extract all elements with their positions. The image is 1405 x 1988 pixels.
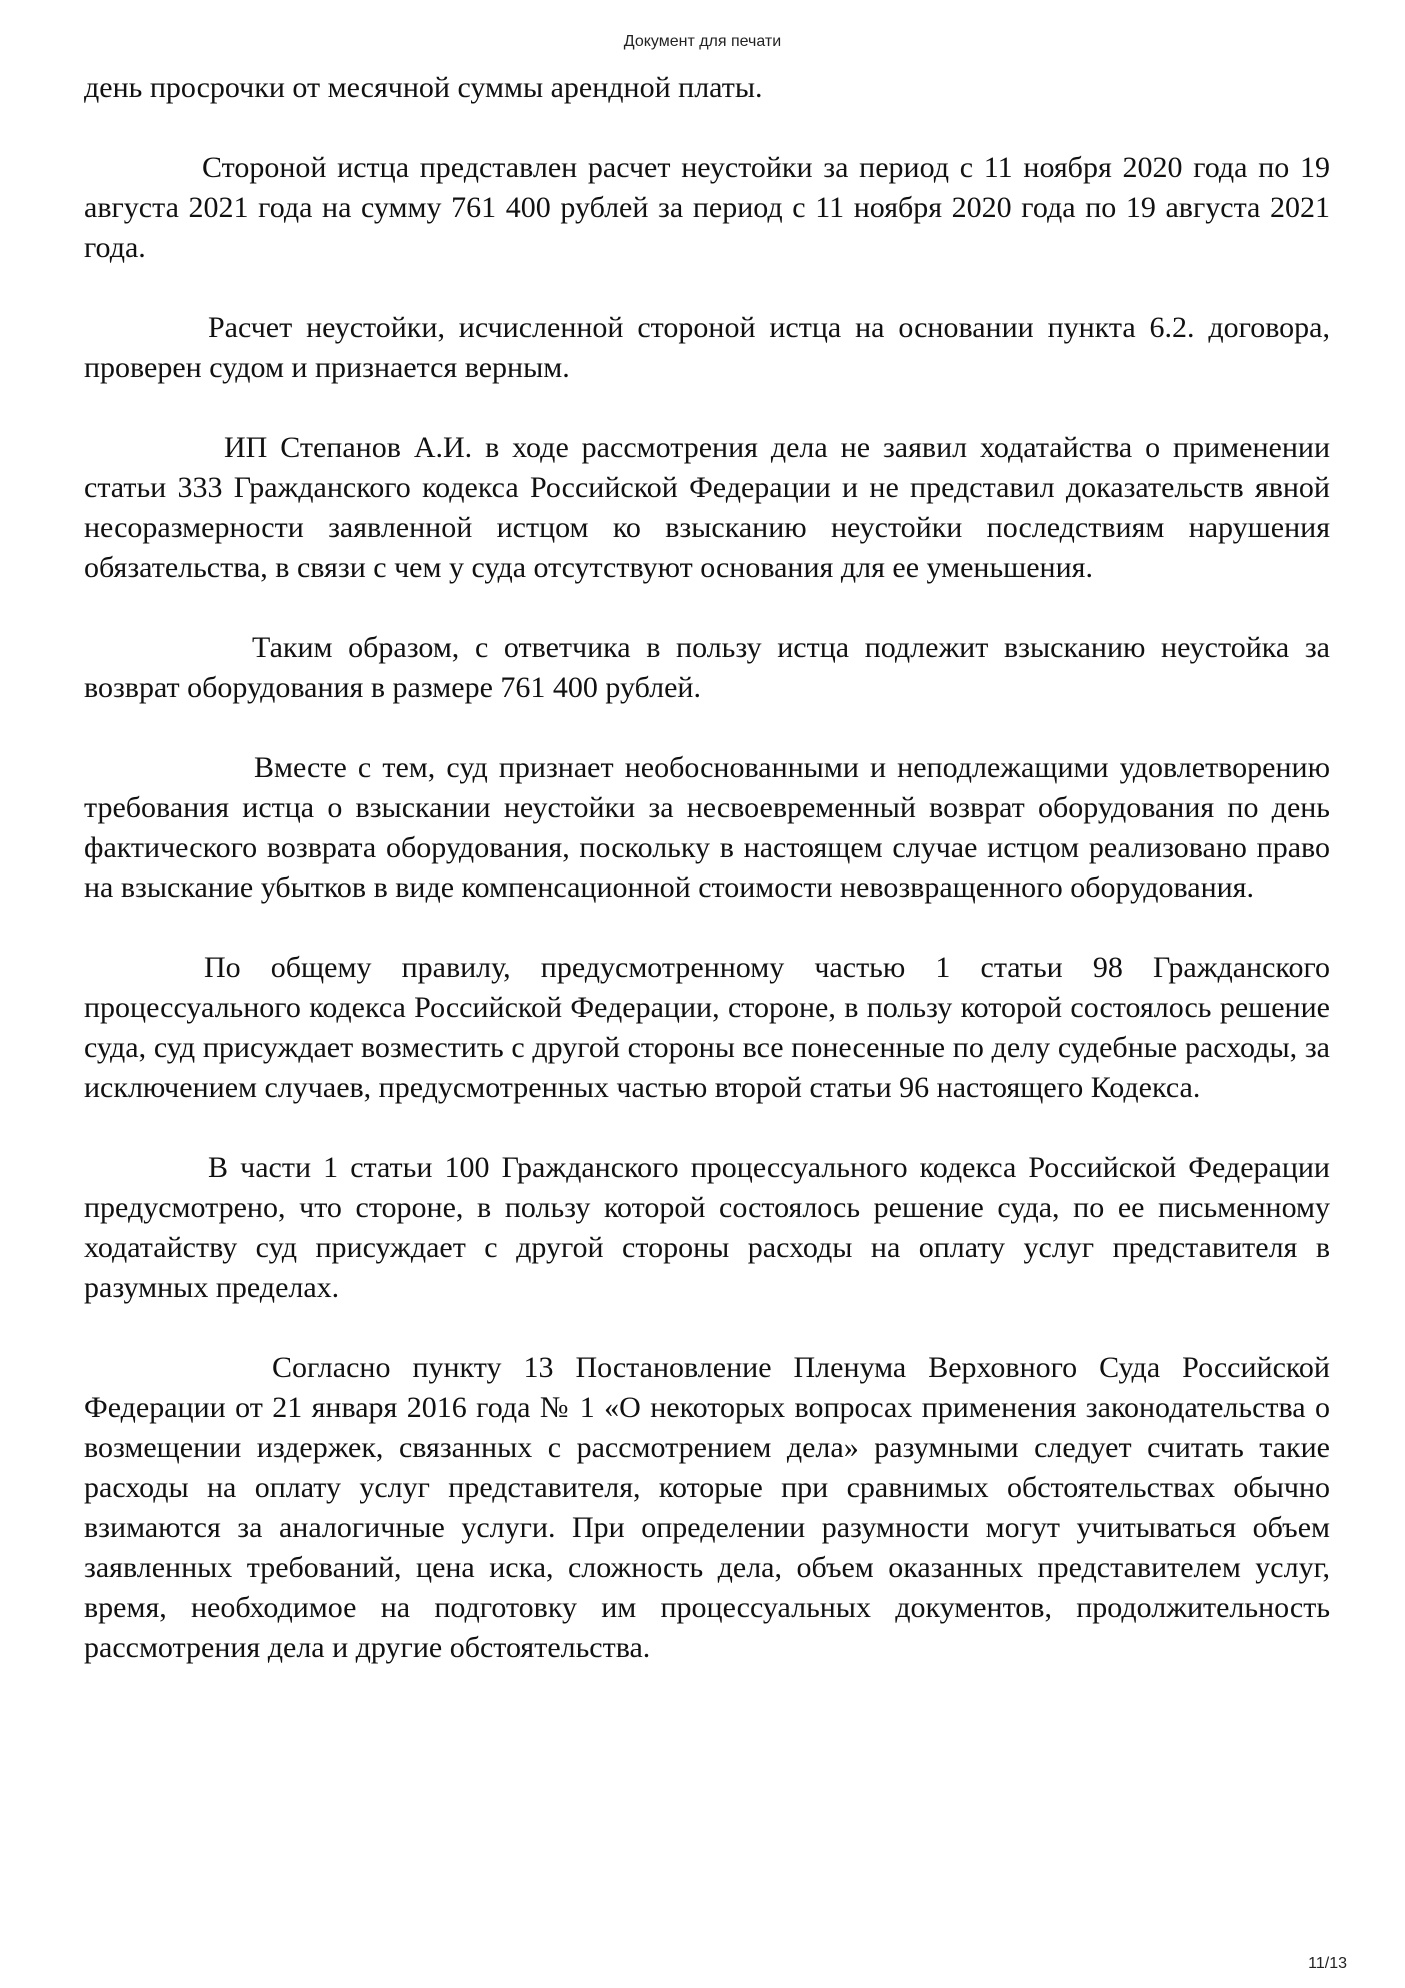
page-number: 11/13 (1308, 1955, 1347, 1972)
page-header: Документ для печати (623, 33, 782, 50)
paragraph: Таким образом, с ответчика в пользу истца подлежит взысканию неустойка за возврат оборудования в размере 761 400 рублей. (84, 631, 1330, 704)
paragraph: В части 1 статьи 100 Гражданского процессуального кодекса Российской Федерации предусмотрено, что стороне, в пользу которой состоялось решение суда, по ее письменному ходатайству суд присуждает с другой стороны расходы на оплату услуг представителя в разумных пределах. (84, 1151, 1330, 1304)
paragraph: ИП Степанов А.И. в ходе рассмотрения дела не заявил ходатайства о применении статьи 333 Гражданского кодекса Российской Федерации и не представил доказательств явной несоразмерности заявленной истцом ко взысканию неустойки последствиям нарушения обязательства, в связи с чем у суда отсутствуют основания для ее уменьшения. (84, 431, 1330, 584)
paragraph: Согласно пункту 13 Постановление Пленума Верховного Суда Российской Федерации от 21 января 2016 года № 1 «О некоторых вопросах применения законодательства о возмещении издержек, связанных с рассмотрением дела» разумными следует считать такие расходы на оплату услуг представителя, которые при сравнимых обстоятельствах обычно взимаются за аналогичные услуги. При определении разумности могут учитываться объем заявленных требований, цена иска, сложность дела, объем оказанных представителем услуг, время, необходимое на подготовку им процессуальных документов, продолжительность рассмотрения дела и другие обстоятельства. (84, 1351, 1330, 1664)
paragraph: Расчет неустойки, исчисленной стороной истца на основании пункта 6.2. договора, проверен судом и признается верным. (84, 311, 1330, 384)
paragraph: Вместе с тем, суд признает необоснованными и неподлежащими удовлетворению требования истца о взыскании неустойки за несвоевременный возврат оборудования по день фактического возврата оборудования, поскольку в настоящем случае истцом реализовано право на взыскание убытков в виде компенсационной стоимости невозвращенного оборудования. (84, 751, 1330, 904)
paragraph: Стороной истца представлен расчет неустойки за период с 11 ноября 2020 года по 19 августа 2021 года на сумму 761 400 рублей за период с 11 ноября 2020 года по 19 августа 2021 года. (84, 151, 1330, 264)
paragraph: день просрочки от месячной суммы арендной платы. (84, 71, 763, 104)
document-body (84, 68, 1330, 1708)
paragraph: По общему правилу, предусмотренному частью 1 статьи 98 Гражданского процессуального кодекса Российской Федерации, стороне, в пользу которой состоялось решение суда, суд присуждает возместить с другой стороны все понесенные по делу судебные расходы, за исключением случаев, предусмотренных частью второй статьи 96 настоящего Кодекса. (84, 951, 1330, 1104)
